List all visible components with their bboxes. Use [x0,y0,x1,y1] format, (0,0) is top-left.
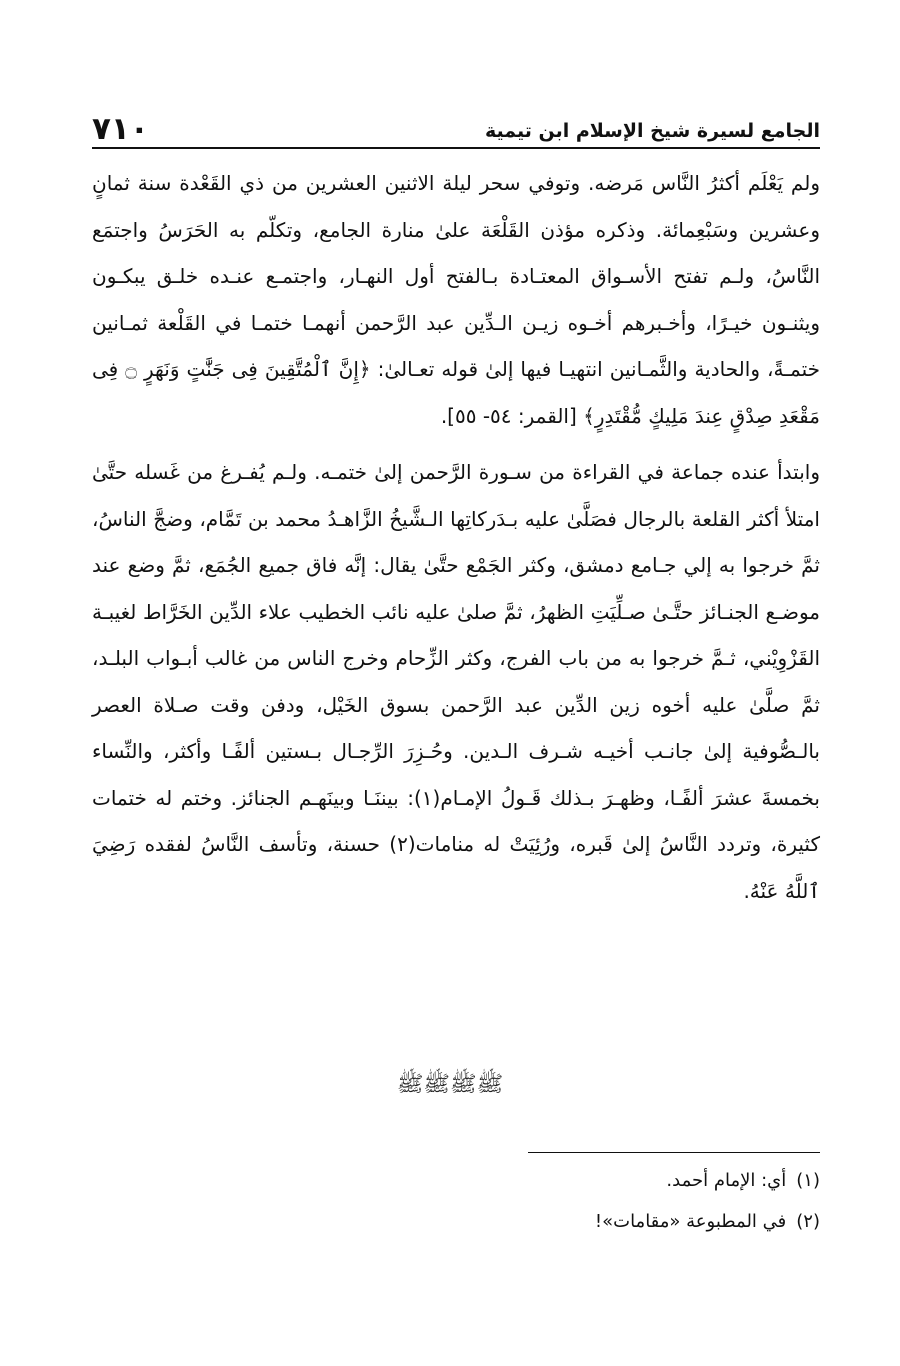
running-title: الجامع لسيرة شيخ الإسلام ابن تيمية [484,120,820,142]
main-text [92,160,820,914]
page-header [92,110,820,146]
footnote-2 [92,1207,820,1237]
footnote-text: أي: الإمام أحمد. [666,1170,787,1191]
footnote-1 [92,1166,820,1196]
footnote-text: في المطبوعة «مقامات»! [594,1211,787,1232]
paragraph-2: وابتدأ عنده جماعة في القراءة من سـورة الرَّحمن إلىٰ ختمـه. ولـم يُفـرغ من غَسله حتَّىٰ امتلأ أكثر القلعة بالرجال فصَلَّىٰ عليه بـدَركاتِها الـشَّيخُ الزَّاهـدُ محمد بن تَمَّام، وضجَّ الناسُ، ثمَّ خرجوا به إلي جـامع دمشق، وكثر الجَمْع حتَّىٰ يقال: إنَّه فاق جميع الجُمَع، ثمَّ وضع عند موضـع الجنـائز حتَّـىٰ صـلِّيَتِ الظهرُ، ثمَّ صلىٰ عليه نائب الخطيب علاء الدِّين الخَرَّاط لغيبـة القَزْوِيْني، ثـمَّ خرجوا به من باب الفرج، وكثر الزِّحام وخرج الناس من غالب أبـواب البلـد، ثمَّ صلَّىٰ عليه أخوه زين الدِّين عبد الرَّحمن بسوق الخَيْل، ودفن وقت صـلاة العصر بالـصُّوفية إلىٰ جانـب أخيـه شـرف الـدين. وحُـزِرَ الرِّجـال بـستين ألفًـا وأكثر، والنِّساء بخمسةَ عشرَ ألفًـا، وظهـرَ بـذلك قَـولُ الإمـام(١): بيننَـا وبينَهـم الجنائز. وختم له ختمات كثيرة، وتردد النَّاسُ إلىٰ قَبره، ورُئِيَتْ له منامات(٢) حسنة، وتأسف النَّاسُ لفقده رَضِيَ ٱللَّهُ عَنْهُ. [92,460,820,903]
paragraph-1: ولم يَعْلَم أكثرُ النَّاس مَرضه. وتوفي سحر ليلة الاثنين العشرين من ذي القَعْدة سنة ثمانٍ وعشرين وسَبْعِمائة. وذكره مؤذن القَلْعَة علىٰ منارة الجامع، وتكلّم به الحَرَسُ واجتمَع النَّاسُ، ولـم تفتح الأسـواق المعتـادة بـالفتح أول النهـار، واجتمـع عنـده خلـق يبكـون ويثنـون خيـرًا، وأخـبرهم أخـوه زيـن الـدِّين عبد الرَّحمن أنهمـا ختمـا في القَلْعة ثمـانين ختمـةً، والحادية والثَّمـانين انتهيـا فيها إلىٰ قوله تعـالىٰ: ﴿إِنَّ ٱلْمُتَّقِينَ فِى جَنَّٰتٍ وَنَهَرٍ ۝ فِى مَقْعَدِ صِدْقٍ عِندَ مَلِيكٍ مُّقْتَدِرٍ﴾ [القمر: ٥٤- ٥٥]. [92,171,820,428]
footnote-number: (١) [796,1170,820,1191]
footnote-number: (٢) [796,1211,820,1232]
footnote-rule [528,1152,820,1153]
header-rule [92,147,820,149]
page-number: ٧١٠ [92,111,149,147]
section-ornament: ﷺﷺﷺﷺ [396,1072,504,1097]
